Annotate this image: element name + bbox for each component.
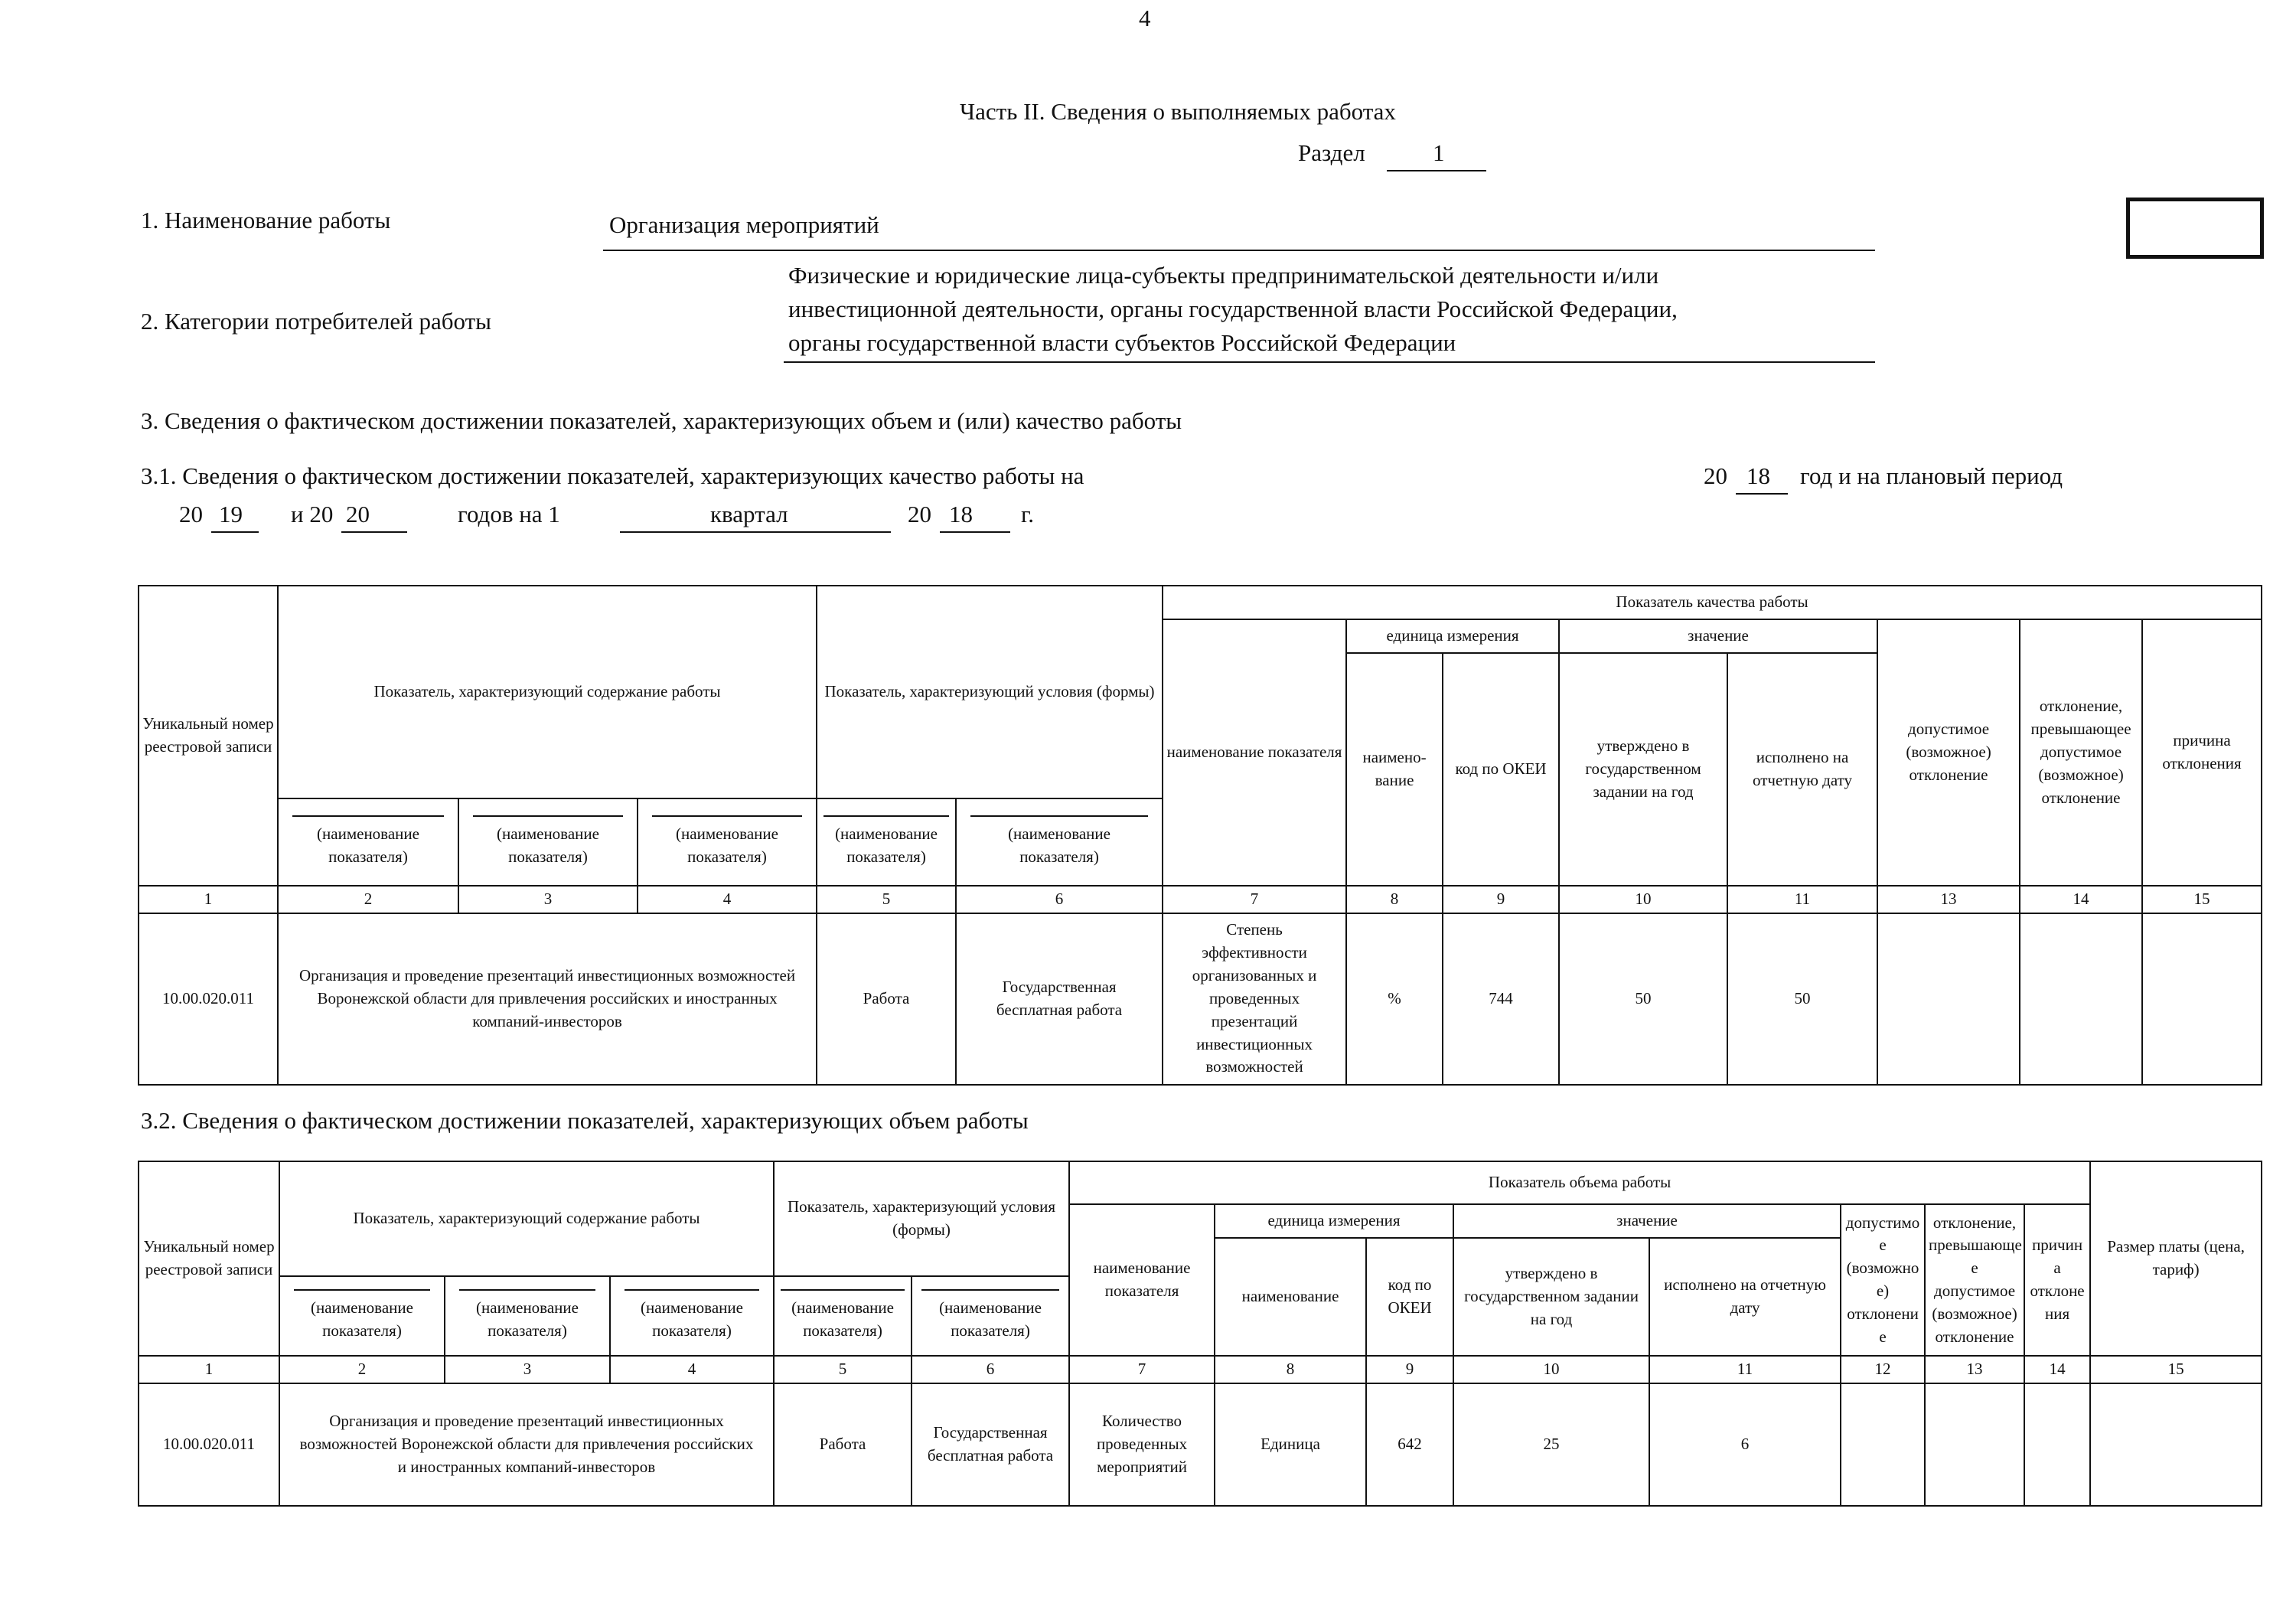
v-col-num: 1 (139, 1356, 279, 1383)
v-col-num: 6 (912, 1356, 1069, 1383)
q-content-header: Показатель, характеризующий содержание работы (278, 586, 817, 798)
q-row-form: Государственная бесплатная работа (956, 913, 1163, 1085)
q-sub-header-6: (наименование показателя) (956, 798, 1163, 886)
work-name-label: 1. Наименование работы (141, 207, 391, 233)
q-allowed-header: допустимое (возможное) отклонение (1877, 619, 2020, 886)
q-exceeding-header: отклонение, превышающее допустимое (возможное) отклонение (2020, 619, 2142, 886)
code-box (2126, 198, 2264, 259)
v-col-num: 7 (1069, 1356, 1215, 1383)
v-col-num: 14 (2024, 1356, 2090, 1383)
q-row-unit: % (1346, 913, 1443, 1085)
v-done-header: исполнено на отчетную дату (1649, 1238, 1841, 1356)
part-title: Часть II. Сведения о выполняемых работах (960, 98, 1396, 125)
v-row-approved: 25 (1453, 1383, 1649, 1506)
v-value-header: значение (1453, 1204, 1841, 1238)
q-sub-header-2: (наименование показателя) (278, 798, 458, 886)
s31-year-prefix: 20 (1704, 462, 1727, 489)
v-row-done: 6 (1649, 1383, 1841, 1506)
q-indicator-name-header: наименование показателя (1163, 619, 1346, 886)
section-label: Раздел (1298, 139, 1365, 166)
q-unit-header: единица измерения (1346, 619, 1559, 653)
v-approved-header: утверждено в государственном задании на год (1453, 1238, 1649, 1356)
q-col-num: 7 (1163, 886, 1346, 913)
q-row-content: Организация и проведение презентаций инвестиционных возможностей Воронежской области для привлечения российских и иностранных компаний-инвесторов (278, 913, 817, 1085)
q-col-num: 5 (817, 886, 956, 913)
s31-year-suffix: год и на плановый период (1800, 462, 2063, 489)
q-row-indicator: Степень эффективности организованных и проведенных презентаций инвестиционных возможностей (1163, 913, 1346, 1085)
consumers-line-3: органы государственной власти субъектов Российской Федерации (788, 329, 1456, 356)
consumers-underline (784, 361, 1875, 363)
v-sub-header-3: (наименование показателя) (445, 1276, 610, 1356)
v-col-num: 4 (610, 1356, 774, 1383)
q-col-num: 11 (1727, 886, 1877, 913)
v-conditions-header: Показатель, характеризующий условия (формы) (774, 1161, 1069, 1276)
q-row-exceeding (2020, 913, 2142, 1085)
s31-line2-y2: 20 (346, 501, 370, 527)
v-row-fee (2090, 1383, 2262, 1506)
v-row-exceeding (1925, 1383, 2024, 1506)
section-number: 1 (1433, 139, 1445, 166)
v-col-num: 15 (2090, 1356, 2262, 1383)
v-col-num: 3 (445, 1356, 610, 1383)
s31-year-underline (1736, 493, 1788, 495)
q-col-num: 2 (278, 886, 458, 913)
q-sub-header-4: (наименование показателя) (638, 798, 817, 886)
v-row-content: Организация и проведение презентаций инвестиционных возможностей Воронежской области для привлечения российских и иностранных компаний-инвесторов (279, 1383, 774, 1506)
q-col-num: 1 (139, 886, 278, 913)
s31-line2-y2-underline (341, 531, 407, 533)
v-col-num: 10 (1453, 1356, 1649, 1383)
v-col-num: 13 (1925, 1356, 2024, 1383)
s31-line2-y1-underline (211, 531, 259, 533)
q-okei-header: код по ОКЕИ (1443, 653, 1559, 886)
consumers-label: 2. Категории потребителей работы (141, 308, 492, 335)
v-col-num: 5 (774, 1356, 912, 1383)
q-col-num: 15 (2142, 886, 2262, 913)
v-indicator-name-header: наименование показателя (1069, 1204, 1215, 1356)
work-name-value: Организация мероприятий (609, 211, 879, 238)
v-col-num: 12 (1841, 1356, 1925, 1383)
v-col-num: 2 (279, 1356, 445, 1383)
v-row-unit: Единица (1215, 1383, 1366, 1506)
s31-line2-y3-underline (940, 531, 1010, 533)
work-name-underline (603, 250, 1875, 251)
v-content-header: Показатель, характеризующий содержание работы (279, 1161, 774, 1276)
s31-year: 18 (1746, 462, 1770, 489)
v-sub-header-2: (наименование показателя) (279, 1276, 445, 1356)
v-volume-header: Показатель объема работы (1069, 1161, 2090, 1204)
s31-line2-period: квартал (710, 501, 788, 527)
q-row-approved: 50 (1559, 913, 1727, 1085)
q-col-num: 3 (458, 886, 638, 913)
q-row-done: 50 (1727, 913, 1877, 1085)
q-unique-number-header: Уникальный номер реестровой записи (139, 586, 278, 886)
s31-line2-period-underline (620, 531, 891, 533)
v-fee-header: Размер платы (цена, тариф) (2090, 1161, 2262, 1356)
q-col-num: 6 (956, 886, 1163, 913)
volume-table (138, 1161, 2262, 1507)
v-allowed-header: допустимо е (возможно е) отклонени е (1841, 1204, 1925, 1356)
s31-line2-p1: 20 (179, 501, 203, 527)
s31-line2-y3: 18 (949, 501, 973, 527)
q-sub-header-5: (наименование показателя) (817, 798, 956, 886)
v-unique-number-header: Уникальный номер реестровой записи (139, 1161, 279, 1356)
quality-table (138, 585, 2262, 1086)
q-sub-header-3: (наименование показателя) (458, 798, 638, 886)
v-unit-name-header: наименование (1215, 1238, 1366, 1356)
s31-line2-p2: и 20 (291, 501, 334, 527)
q-row-okei: 744 (1443, 913, 1559, 1085)
v-row-okei: 642 (1366, 1383, 1453, 1506)
q-unit-name-header: наимено-вание (1346, 653, 1443, 886)
page-number: 4 (1139, 5, 1151, 31)
q-row-type: Работа (817, 913, 956, 1085)
section-number-underline (1387, 170, 1486, 171)
v-reason-header: причин а отклоне ния (2024, 1204, 2090, 1356)
s31-line2-y1: 19 (219, 501, 243, 527)
section3-title: 3. Сведения о фактическом достижении показателей, характеризующих объем и (или) качество работы (141, 407, 1182, 434)
s31-line2-p4: 20 (908, 501, 931, 527)
q-quality-header: Показатель качества работы (1163, 586, 2262, 619)
q-reason-header: причина отклонения (2142, 619, 2262, 886)
v-col-num: 8 (1215, 1356, 1366, 1383)
q-approved-header: утверждено в государственном задании на год (1559, 653, 1727, 886)
q-col-num: 10 (1559, 886, 1727, 913)
v-row-code: 10.00.020.011 (139, 1383, 279, 1506)
s32-title: 3.2. Сведения о фактическом достижении показателей, характеризующих объем работы (141, 1107, 1029, 1134)
v-row-form: Государственная бесплатная работа (912, 1383, 1069, 1506)
q-col-num: 13 (1877, 886, 2020, 913)
q-col-num: 8 (1346, 886, 1443, 913)
v-sub-header-4: (наименование показателя) (610, 1276, 774, 1356)
s31-line2-p3: годов на 1 (458, 501, 560, 527)
q-row-reason (2142, 913, 2262, 1085)
v-row-indicator: Количество проведенных мероприятий (1069, 1383, 1215, 1506)
q-value-header: значение (1559, 619, 1877, 653)
q-col-num: 4 (638, 886, 817, 913)
v-okei-header: код по ОКЕИ (1366, 1238, 1453, 1356)
v-row-reason (2024, 1383, 2090, 1506)
q-col-num: 9 (1443, 886, 1559, 913)
v-sub-header-6: (наименование показателя) (912, 1276, 1069, 1356)
consumers-line-1: Физические и юридические лица-субъекты предпринимательской деятельности и/или (788, 262, 1659, 289)
v-exceeding-header: отклонение, превышающе е допустимое (возможное) отклонение (1925, 1204, 2024, 1356)
v-row-allowed (1841, 1383, 1925, 1506)
consumers-line-2: инвестиционной деятельности, органы государственной власти Российской Федерации, (788, 296, 1678, 322)
v-sub-header-5: (наименование показателя) (774, 1276, 912, 1356)
q-done-header: исполнено на отчетную дату (1727, 653, 1877, 886)
v-unit-header: единица измерения (1215, 1204, 1453, 1238)
s31-line2-p5: г. (1021, 501, 1034, 527)
v-col-num: 11 (1649, 1356, 1841, 1383)
s31-title: 3.1. Сведения о фактическом достижении показателей, характеризующих качество работы на (141, 462, 1084, 489)
v-col-num: 9 (1366, 1356, 1453, 1383)
q-conditions-header: Показатель, характеризующий условия (формы) (817, 586, 1163, 798)
q-col-num: 14 (2020, 886, 2142, 913)
v-row-type: Работа (774, 1383, 912, 1506)
q-row-allowed (1877, 913, 2020, 1085)
q-row-code: 10.00.020.011 (139, 913, 278, 1085)
